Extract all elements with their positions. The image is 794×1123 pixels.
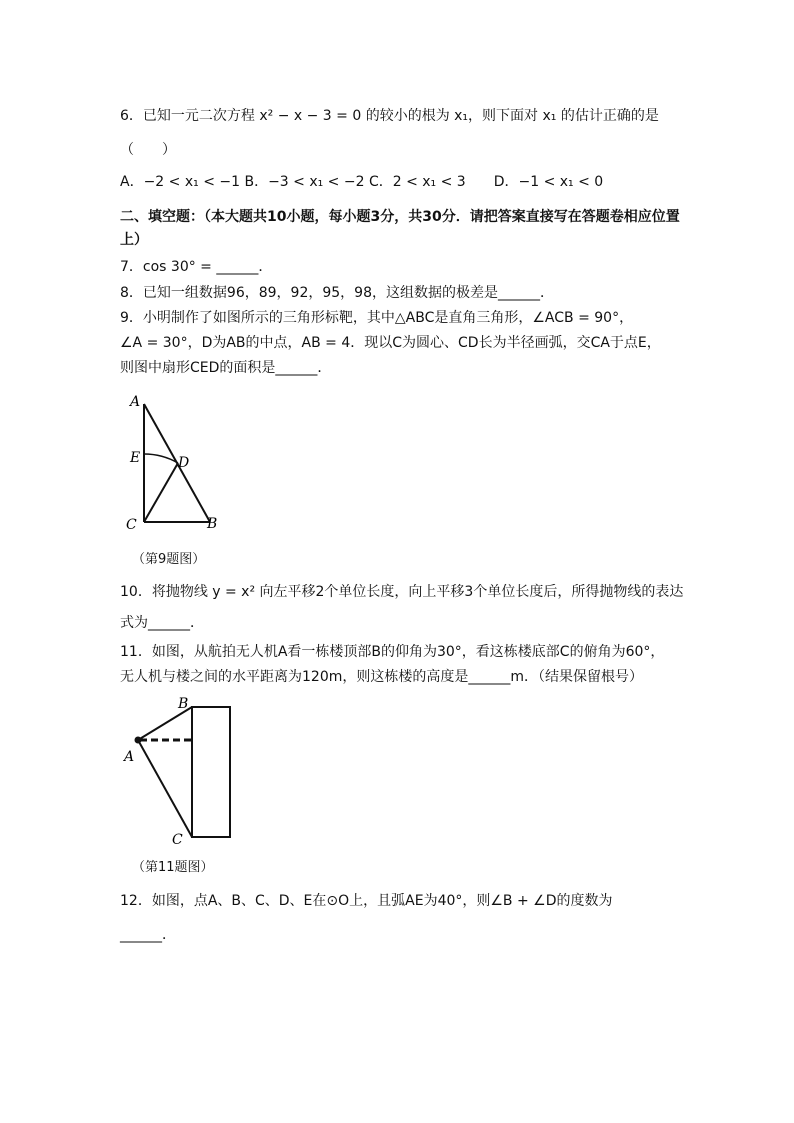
section-heading-cont: 上） xyxy=(120,232,148,248)
label-b: B xyxy=(178,696,189,712)
q7: 7．cos 30° = ______． xyxy=(120,259,273,275)
q11-line1: 11．如图，从航拍无人机A看一栋楼顶部B的仰角为30°，看这栋楼底部C的俯角为60°， xyxy=(120,644,665,660)
q9-caption: （第9题图） xyxy=(132,552,206,567)
q9-line1: 9．小明制作了如图所示的三角形标靶，其中△ABC是直角三角形，∠ACB = 90°， xyxy=(120,310,634,326)
sight-line-ac xyxy=(138,740,192,837)
label-e: E xyxy=(130,450,141,466)
q11-figure xyxy=(120,690,250,850)
label-a: A xyxy=(124,749,135,765)
q12-line2: ______． xyxy=(120,927,176,943)
q6-stem: 6．已知一元二次方程 x² − x − 3 = 0 的较小的根为 x₁，则下面对 x₁ 的估计正确的是 xyxy=(120,108,659,124)
q9-figure xyxy=(118,388,228,538)
q6-bracket: （ ） xyxy=(120,142,176,158)
q12-line1: 12．如图，点A、B、C、D、E在⊙O上，且弧AE为40°，则∠B + ∠D的度数为 xyxy=(120,893,613,909)
q10-line1: 10．将抛物线 y = x² 向左平移2个单位长度，向上平移3个单位长度后，所得抛物线的表达 xyxy=(120,584,684,600)
segment-cd xyxy=(144,463,178,522)
q11-caption: （第11题图） xyxy=(132,860,214,875)
q9-line3: 则图中扇形CED的面积是______． xyxy=(120,360,332,376)
building xyxy=(192,707,230,837)
q6-options: A．−2 < x₁ < −1 B．−3 < x₁ < −2 C．2 < x₁ < 3 D．−1 < x₁ < 0 xyxy=(120,174,604,190)
label-c: C xyxy=(126,517,137,533)
q11-line2: 无人机与楼之间的水平距离为120m，则这栋楼的高度是______m．（结果保留根号） xyxy=(120,669,643,685)
label-c: C xyxy=(172,832,183,848)
label-d: D xyxy=(178,455,190,471)
label-a: A xyxy=(130,394,141,410)
drone-point xyxy=(135,737,142,744)
section-heading: 二、填空题：（本大题共10小题，每小题3分，共30分．请把答案直接写在答题卷相应位置 xyxy=(120,209,680,225)
q8: 8．已知一组数据96，89，92，95，98，这组数据的极差是______． xyxy=(120,285,554,301)
q9-line2: ∠A = 30°，D为AB的中点，AB = 4．现以C为圆心、CD长为半径画弧，交CA于点E， xyxy=(120,335,661,351)
label-b: B xyxy=(207,516,218,532)
q10-line2: 式为______． xyxy=(120,615,204,631)
